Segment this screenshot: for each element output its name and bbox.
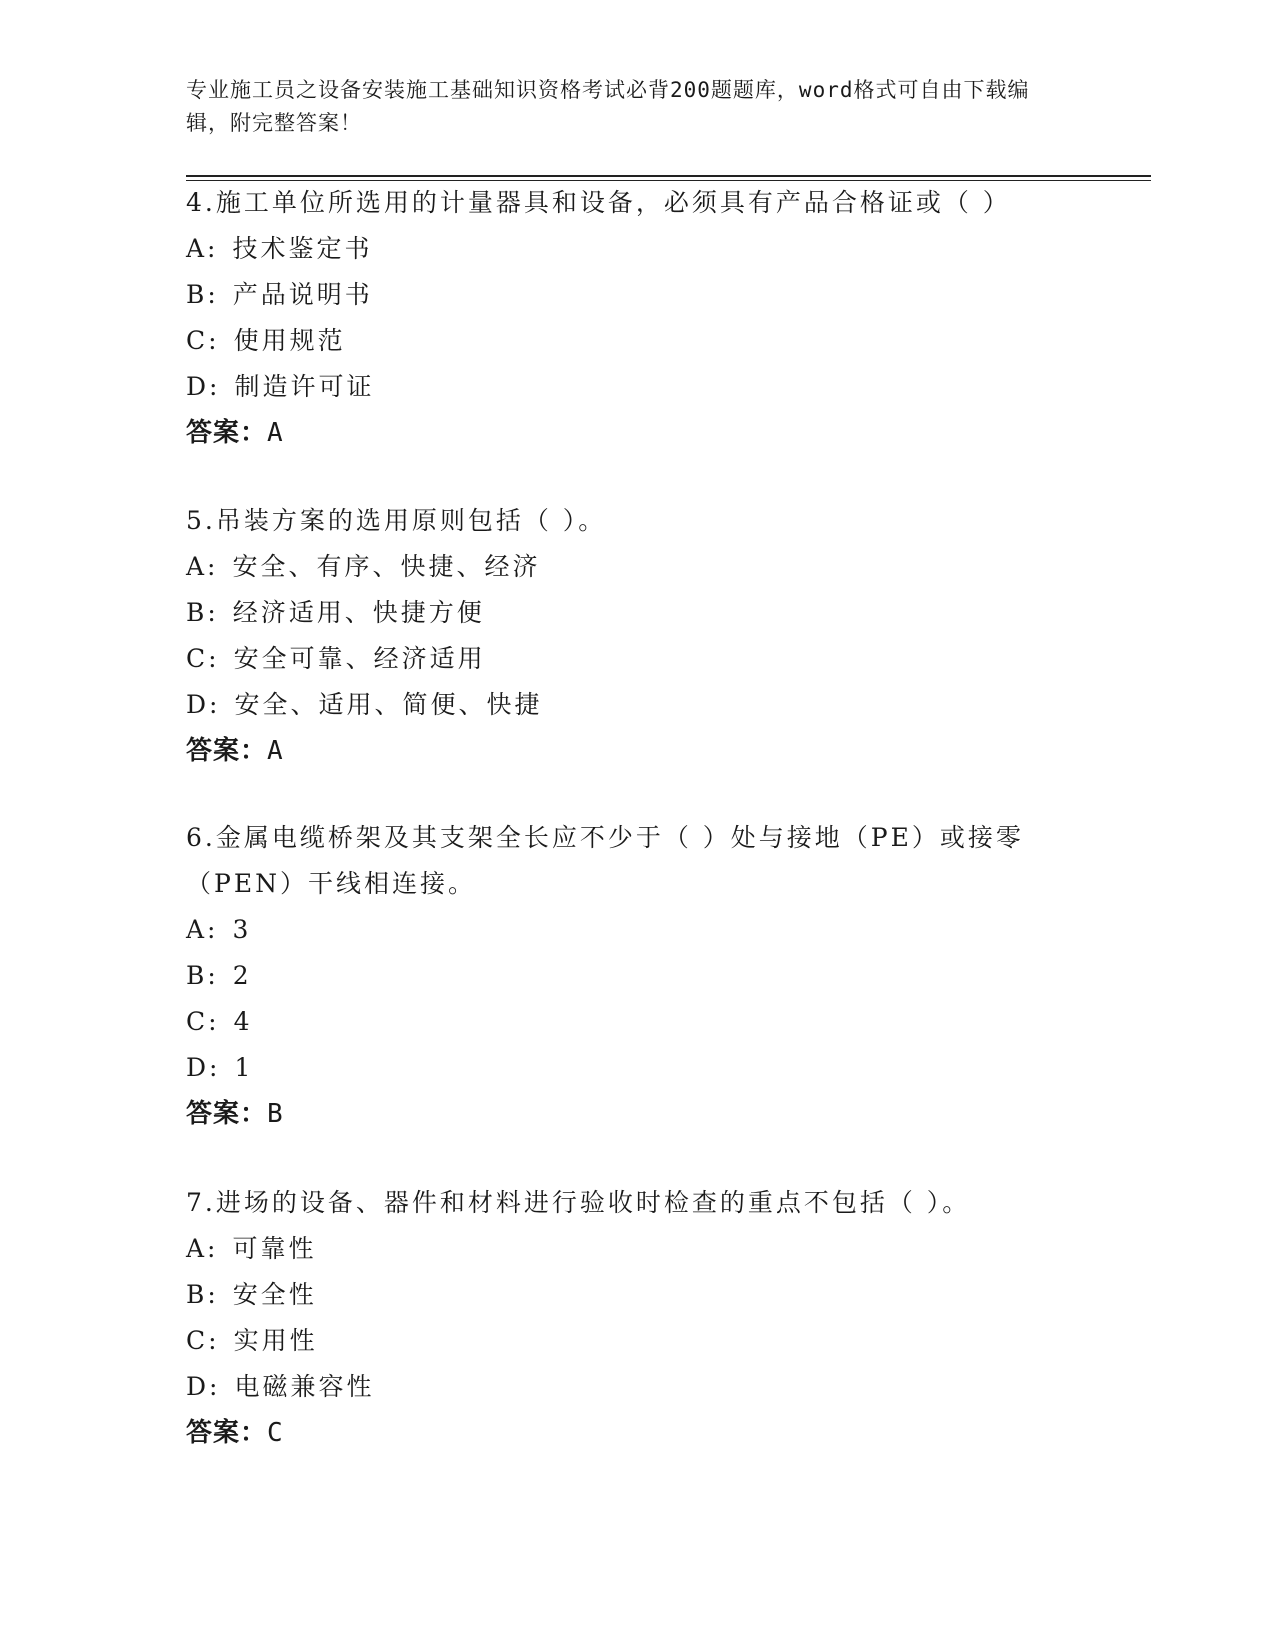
- option-b: [186, 1272, 1086, 1318]
- option-d: [186, 1364, 1086, 1410]
- option-key: D:: [186, 372, 221, 401]
- question-stem: 7.进场的设备、器件和材料进行验收时检查的重点不包括（ ）。: [186, 1188, 971, 1217]
- option-text: 2: [232, 961, 252, 990]
- option-key: D:: [186, 690, 221, 719]
- option-key: B:: [186, 598, 219, 627]
- option-text: 制造许可证: [234, 372, 375, 401]
- option-text: 实用性: [233, 1326, 318, 1355]
- option-c: [186, 1318, 1086, 1364]
- question-block-4: [186, 180, 1086, 456]
- question-stem: 6.金属电缆桥架及其支架全长应不少于（ ）处与接地（PE）或接零（PEN）干线相连接。: [186, 823, 1024, 898]
- option-d: [186, 1045, 1086, 1091]
- answer-line: [186, 1410, 1086, 1456]
- answer-label: 答案：: [186, 1418, 268, 1448]
- option-key: A:: [186, 234, 219, 263]
- option-key: C:: [186, 1007, 220, 1036]
- option-b: [186, 953, 1086, 999]
- answer-line: [186, 410, 1086, 456]
- option-key: A:: [186, 1234, 219, 1263]
- option-key: D:: [186, 1053, 221, 1082]
- option-text: 4: [233, 1007, 253, 1036]
- option-c: [186, 999, 1086, 1045]
- question-block-5: [186, 498, 1086, 774]
- question-stem: 5.吊装方案的选用原则包括（ ）。: [186, 506, 607, 535]
- answer-value: A: [267, 736, 284, 766]
- option-a: [186, 907, 1086, 953]
- option-key: B:: [186, 1280, 219, 1309]
- option-text: 可靠性: [232, 1234, 317, 1263]
- option-b: [186, 590, 1086, 636]
- document-intro: 专业施工员之设备安装施工基础知识资格考试必背200题题库，word格式可自由下载编辑，附完整答案！: [186, 78, 1030, 135]
- answer-value: C: [267, 1418, 284, 1448]
- question-block-7: [186, 1180, 1086, 1456]
- option-d: [186, 364, 1086, 410]
- option-key: B:: [186, 280, 219, 309]
- option-text: 安全可靠、经济适用: [233, 644, 486, 673]
- question-block-6: [186, 815, 1086, 1137]
- option-a: [186, 1226, 1086, 1272]
- option-a: [186, 226, 1086, 272]
- option-text: 技术鉴定书: [232, 234, 373, 263]
- option-text: 安全性: [232, 1280, 317, 1309]
- answer-value: A: [267, 418, 284, 448]
- option-text: 安全、适用、简便、快捷: [234, 690, 543, 719]
- option-key: A:: [186, 915, 219, 944]
- option-text: 经济适用、快捷方便: [232, 598, 485, 627]
- answer-line: [186, 728, 1086, 774]
- answer-line: [186, 1091, 1086, 1137]
- answer-value: B: [267, 1099, 284, 1129]
- option-key: C:: [186, 1326, 220, 1355]
- question-stem: 4.施工单位所选用的计量器具和设备，必须具有产品合格证或（ ）: [186, 188, 1011, 217]
- answer-label: 答案：: [186, 418, 268, 448]
- answer-label: 答案：: [186, 1099, 268, 1129]
- option-text: 产品说明书: [232, 280, 373, 309]
- option-d: [186, 682, 1086, 728]
- option-key: C:: [186, 644, 220, 673]
- option-a: [186, 544, 1086, 590]
- answer-label: 答案：: [186, 736, 268, 766]
- option-key: D:: [186, 1372, 221, 1401]
- option-text: 3: [232, 915, 252, 944]
- option-c: [186, 318, 1086, 364]
- option-text: 安全、有序、快捷、经济: [232, 552, 541, 581]
- option-key: C:: [186, 326, 220, 355]
- option-text: 使用规范: [233, 326, 346, 355]
- option-c: [186, 636, 1086, 682]
- option-key: A:: [186, 552, 219, 581]
- option-text: 电磁兼容性: [234, 1372, 375, 1401]
- option-key: B:: [186, 961, 219, 990]
- option-b: [186, 272, 1086, 318]
- option-text: 1: [234, 1053, 254, 1082]
